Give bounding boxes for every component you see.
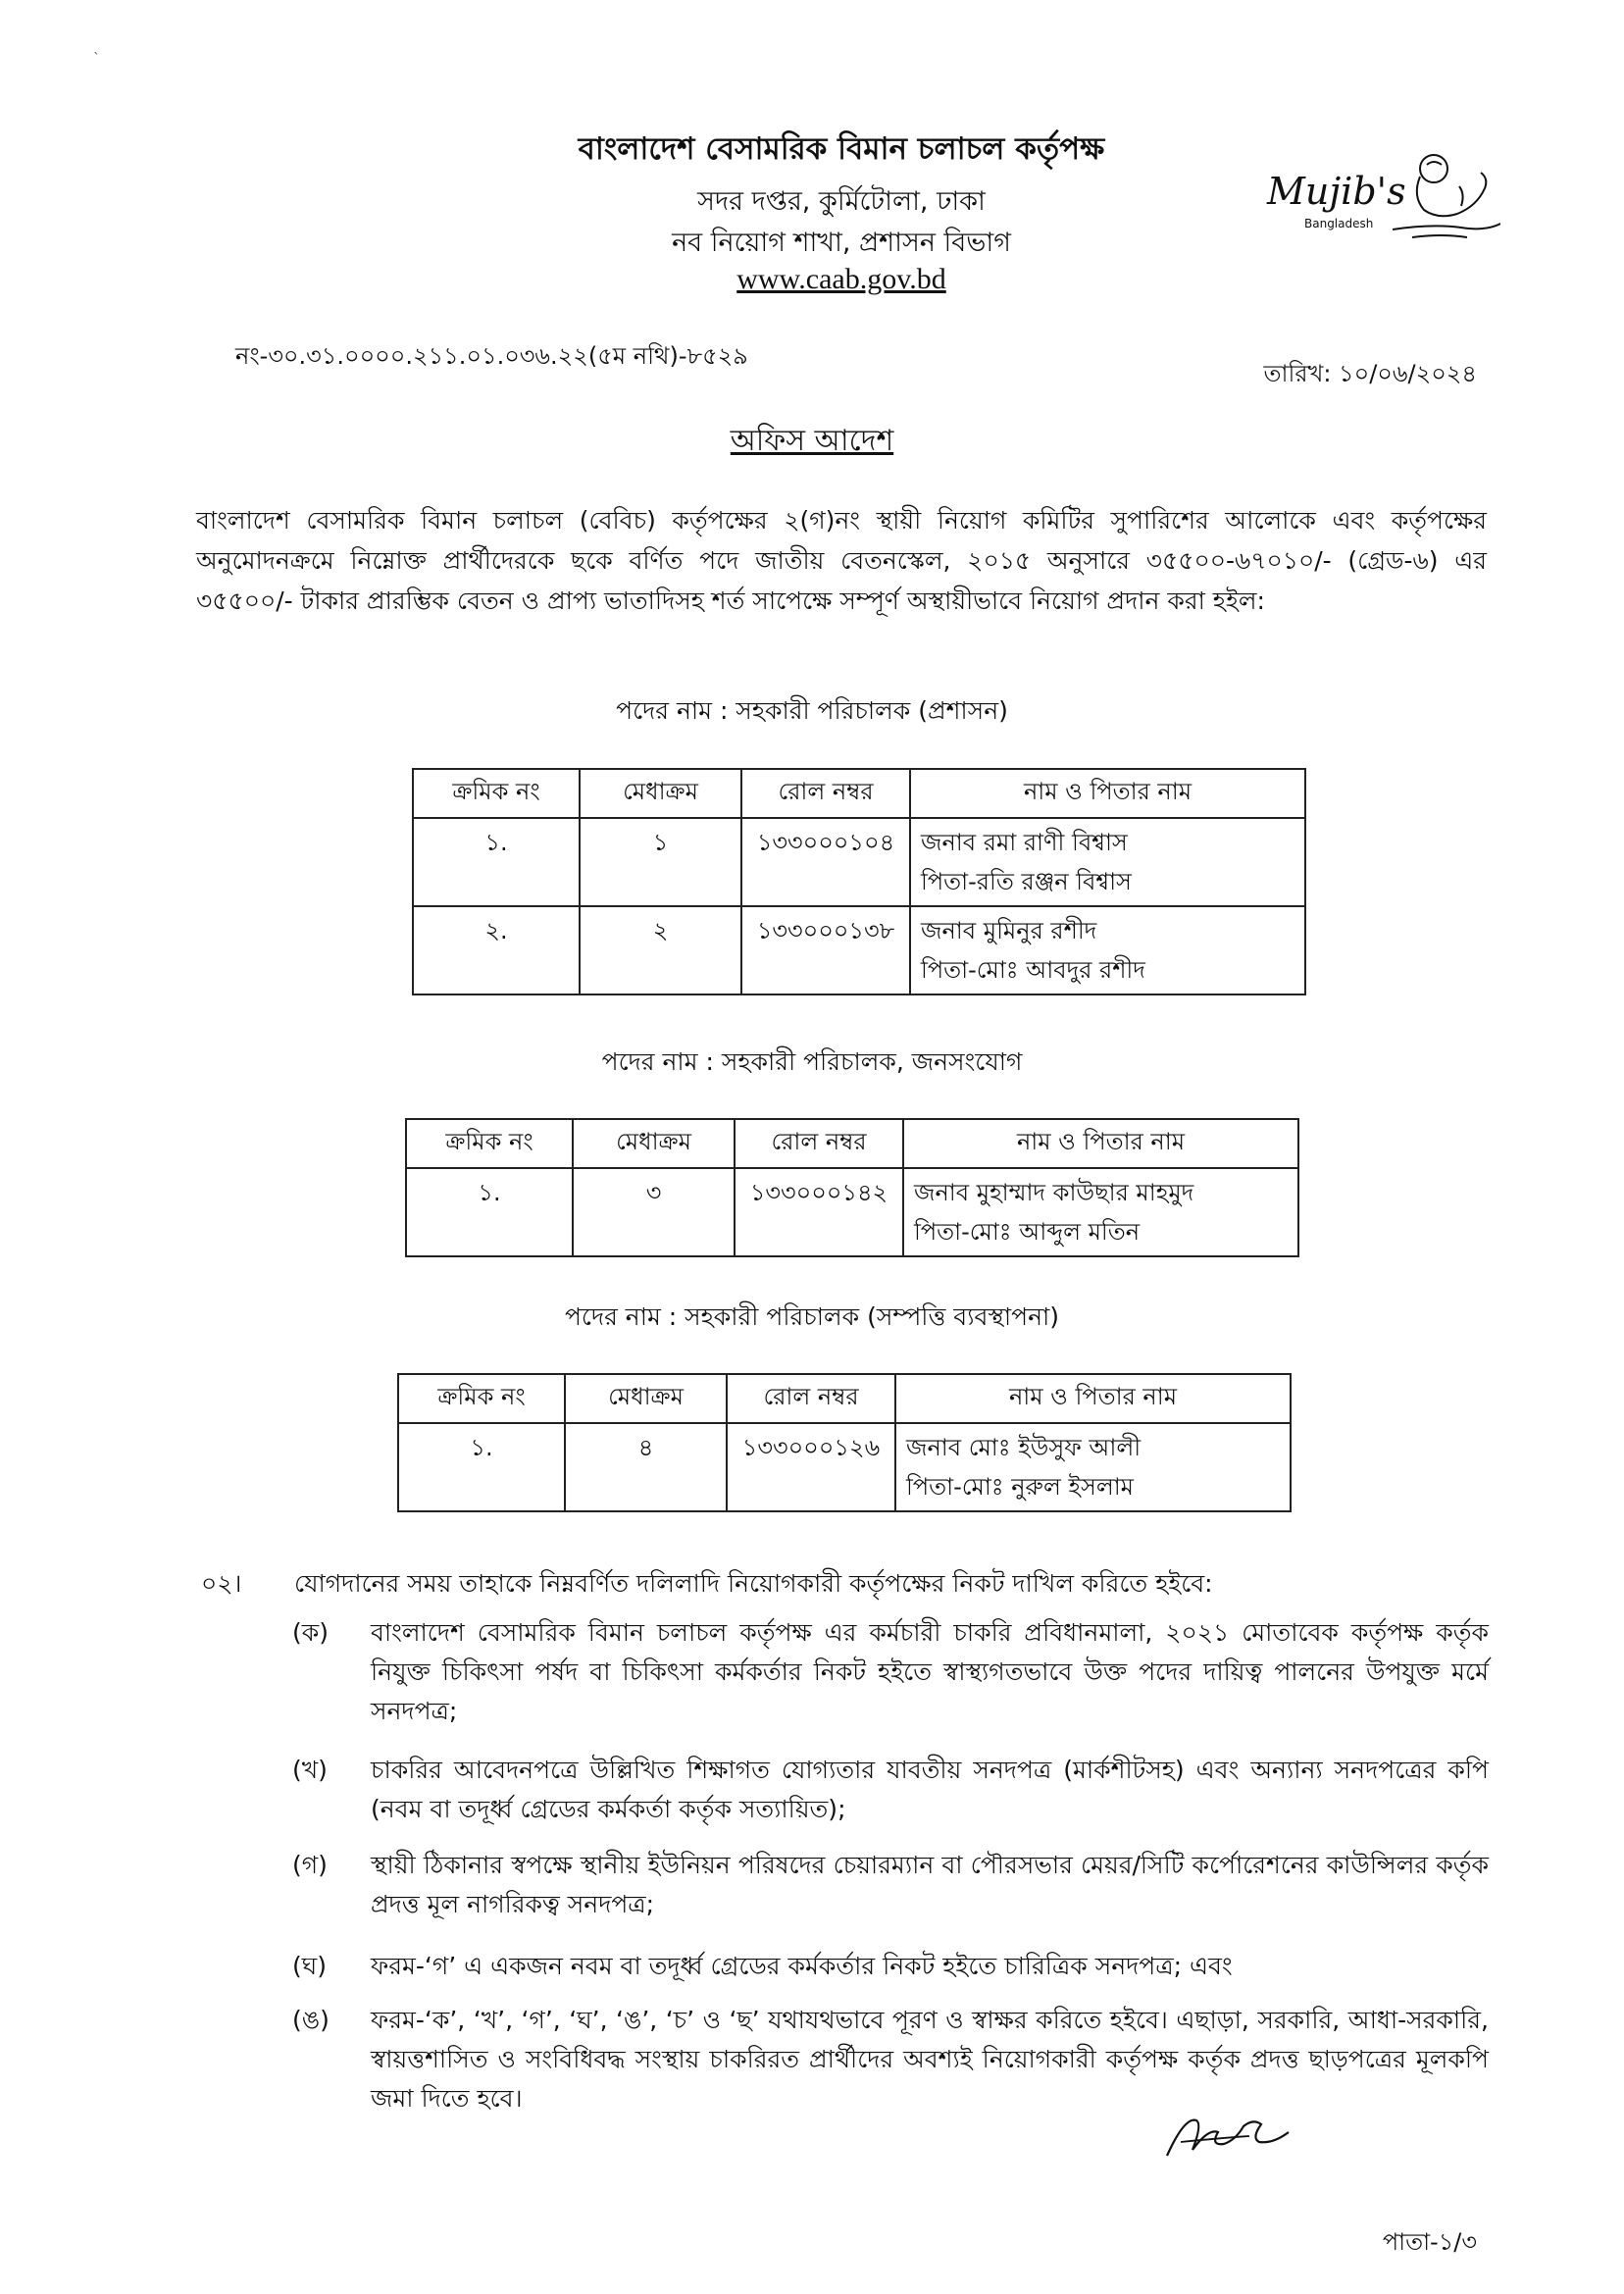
cell-name [910,818,1305,906]
cell-serial: ১. [406,1168,573,1256]
office-address: সদর দপ্তর, কুর্মিটোলা, ঢাকা [697,186,986,217]
father-name: পিতা-মোঃ নুরুল ইসলাম [906,1473,1134,1501]
order-title: অফিস আদেশ [730,424,894,458]
father-name: পিতা-মোঃ আব্দুল মতিন [914,1218,1141,1246]
cell-serial: ১. [413,818,580,906]
header-serial: ক্রমিক নং [406,1119,573,1168]
cell-merit: ২ [580,906,741,994]
cell-name [895,1423,1291,1511]
header-name: নাম ও পিতার নাম [910,769,1305,818]
cell-roll: ১৩৩০০০১২৬ [727,1423,895,1511]
table-header-row [398,1374,1291,1423]
cell-merit: ৩ [573,1168,735,1256]
cell-roll: ১৩৩০০০১৩৮ [741,906,910,994]
header-name: নাম ও পিতার নাম [903,1119,1298,1168]
table-header-row [406,1119,1298,1168]
cell-merit: ১ [580,818,741,906]
header-name: নাম ও পিতার নাম [895,1374,1291,1423]
requirement-item: স্থায়ী ঠিকানার স্বপক্ষে স্থানীয় ইউনিয়ন পরিষদের চেয়ারম্যান বা পৌরসভার মেয়র/সিটি কর্পোরেশনের কাউন্সিলর কর্তৃক প্রদত্ত মূল নাগরিকত্ব সনদপত্র; [371,1851,1489,1918]
father-name: পিতা-রতি রঞ্জন বিশ্বাস [921,868,1132,895]
candidate-table-estate [397,1373,1292,1512]
cell-name [903,1168,1298,1256]
candidate-name: জনাব মুহাম্মাদ কাউছার মাহমুদ [914,1179,1194,1206]
requirement-item: চাকরির আবেদনপত্রে উল্লিখিত শিক্ষাগত যোগ্যতার যাবতীয় সনদপত্র (মার্কশীটসহ) এবং অন্যান্য সনদপত্রের কপি (নবম বা তদূর্ধ্ব গ্রেডের কর্মকর্তা কর্তৃক সত্যায়িত); [371,1756,1489,1823]
post-title-admin: পদের নাম : সহকারী পরিচালক (প্রশাসন) [616,696,1008,725]
table-row [413,818,1305,906]
candidate-name: জনাব মুমিনুর রশীদ [921,917,1097,944]
header-merit: মেধাক্রম [565,1374,727,1423]
item-marker: (গ) [292,1851,328,1879]
stray-mark: ˎ [93,39,100,55]
requirement-item: ফরম-‘গ’ এ একজন নবম বা তদূর্ধ্ব গ্রেডের কর্মকর্তার নিকট হইতে চারিত্রিক সনদপত্র; এবং [371,1952,1233,1980]
svg-text:Mujib's: Mujib's [1267,170,1406,213]
memo-number: নং-৩০.৩১.০০০০.২১১.০১.০৩৬.২২(৫ম নথি)-৮৫২৯ [235,342,748,370]
item-marker: (ঘ) [292,1952,327,1980]
table-row [413,906,1305,994]
section-number: ০২। [201,1569,242,1598]
requirements-intro: যোগদানের সময় তাহাকে নিম্নবর্ণিত দলিলাদি নিয়োগকারী কর্তৃপক্ষের নিকট দাখিল করিতে হইবে: [294,1569,1213,1598]
cell-name [910,906,1305,994]
mujibs-logo [1265,147,1500,255]
cell-roll: ১৩৩০০০১৪২ [735,1168,903,1256]
memo-date: তারিখ: ১০/০৬/২০২৪ [1263,360,1477,387]
header-roll: রোল নম্বর [727,1374,895,1423]
table-row [398,1423,1291,1511]
intro-paragraph: বাংলাদেশ বেসামরিক বিমান চলাচল (বেবিচ) কর্তৃপক্ষের ২(গ)নং স্থায়ী নিয়োগ কমিটির সুপারিশের আলোকে এবং কর্তৃপক্ষের অনুমোদনক্রমে নিম্নোক্ত প্রার্থীদেরকে ছকে বর্ণিত পদে জাতীয় বেতনস্কেল, ২০১৫ অনুসারে ৩৫৫০০-৬৭০১০/- (গ্রেড-৬) এর ৩৫৫০০/- টাকার প্রারম্ভিক বেতন ও প্রাপ্য ভাতাদিসহ শর্ত সাপেক্ষে সম্পূর্ণ অস্থায়ীভাবে নিয়োগ প্রদান করা হইল: [196,506,1487,615]
section-name: নব নিয়োগ শাখা, প্রশাসন বিভাগ [672,228,1011,258]
candidate-table-admin [412,768,1306,995]
header-merit: মেধাক্রম [573,1119,735,1168]
cell-serial: ২. [413,906,580,994]
header-serial: ক্রমিক নং [413,769,580,818]
item-marker: (খ) [292,1756,328,1784]
svg-text:Bangladesh: Bangladesh [1304,217,1374,230]
cell-roll: ১৩৩০০০১০৪ [741,818,910,906]
item-marker: (ঙ) [292,2006,330,2034]
organization-name: বাংলাদেশ বেসামরিক বিমান চলাচল কর্তৃপক্ষ [578,131,1105,167]
post-title-pr: পদের নাম : সহকারী পরিচালক, জনসংযোগ [601,1047,1023,1076]
cell-serial: ১. [398,1423,565,1511]
header-serial: ক্রমিক নং [398,1374,565,1423]
candidate-table-pr [405,1118,1299,1257]
cell-merit: ৪ [565,1423,727,1511]
father-name: পিতা-মোঃ আবদুর রশীদ [921,956,1145,984]
website-link[interactable]: www.caab.gov.bd [736,263,946,295]
header-roll: রোল নম্বর [735,1119,903,1168]
requirement-item: বাংলাদেশ বেসামরিক বিমান চলাচল কর্তৃপক্ষ এর কর্মচারী চাকরি প্রবিধানমালা, ২০২১ মোতাবেক কর্তৃপক্ষ কর্তৃক নিযুক্ত চিকিৎসা পর্ষদ বা চিকিৎসা কর্মকর্তার নিকট হইতে স্বাস্থ্যগতভাবে উক্ত পদের দায়িত্ব পালনের উপযুক্ত মর্মে সনদপত্র; [371,1618,1489,1725]
table-row [406,1168,1298,1256]
page-number: পাতা-১/৩ [1382,2228,1477,2256]
candidate-name: জনাব রমা রাণী বিশ্বাস [921,829,1128,856]
item-marker: (ক) [292,1618,329,1647]
header-roll: রোল নম্বর [741,769,910,818]
requirement-item: ফরম-‘ক’, ‘খ’, ‘গ’, ‘ঘ’, ‘ঙ’, ‘চ’ ও ‘ছ’ যথাযথভাবে পূরণ ও স্বাক্ষর করিতে হইবে। এছাড়া, সরকারি, আধা-সরকারি, স্বায়ত্তশাসিত ও সংবিধিবদ্ধ সংস্থায় চাকরিরত প্রার্থীদের অবশ্যই নিয়োগকারী কর্তৃপক্ষ কর্তৃক প্রদত্ত ছাড়পত্রের মূলকপি জমা দিতে হবে। [371,2006,1489,2113]
header-merit: মেধাক্রম [580,769,741,818]
post-title-estate: পদের নাম : সহকারী পরিচালক (সম্পত্তি ব্যবস্থাপনা) [564,1302,1060,1331]
table-header-row [413,769,1305,818]
signature [1157,2109,1304,2177]
candidate-name: জনাব মোঃ ইউসুফ আলী [906,1434,1142,1461]
